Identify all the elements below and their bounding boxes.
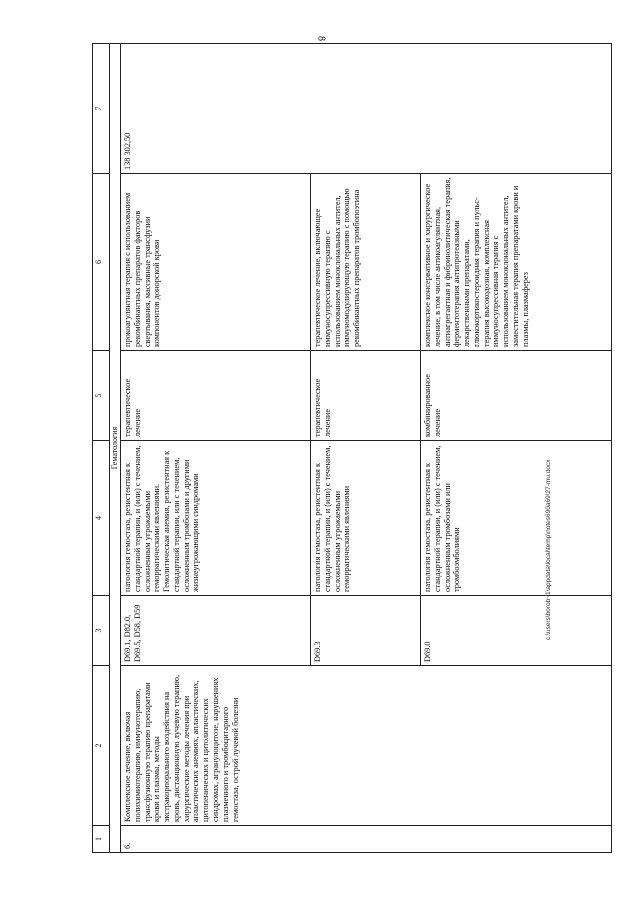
col-num-5: 5 <box>93 351 110 441</box>
col-num-2: 2 <box>93 666 110 826</box>
page-number: 8 <box>315 36 327 41</box>
codes-cell: D69.3 <box>311 596 421 666</box>
section-row <box>110 44 121 853</box>
col-num-6: 6 <box>93 174 110 351</box>
patient-model-cell: патология гемостаза, резистентная к стандартной терапии, и (или) с течением, осложненным угрожаемыми геморрагическими явлениями. Гемолитическая анемия, резистентная к стандартной терапии, или с течением, осложненным тромбозами и другими жизнеугрожающими синдромами <box>121 441 311 596</box>
method-group: Комплексное лечение, включая полихимиотерапию, иммунотерапию, трансфузионную терапию препаратами крови и плазмы, методы экстракорпорального воздействия на кровь, дистанционную лучевую терапию, хирургические методы лечения при апластических анемиях, апластических, цитопенических и цитолитических синдромах, агранулоцитозе, нарушениях плазменного и тромбоцитарного гемостаза, острой лучевой болезни <box>121 666 612 826</box>
patient-model-cell: патология гемостаза, резистентная к стандартной терапии, и (или) с течением, осложненным угрожаемыми геморрагическими явлениями <box>311 441 421 596</box>
codes-cell: D69.1, D82.0, D69.5, D58, D59 <box>121 596 311 666</box>
col-num-4: 4 <box>93 441 110 596</box>
treatment-type-cell: терапевтическое лечение <box>311 351 421 441</box>
price-cell: 138 302,50 <box>121 44 612 174</box>
treatment-method-cell: прокоагулянтная терапия с использованием рекомбинантных препаратов факторов свертывания, массивные трансфузии компонентов донорской крови <box>121 174 311 351</box>
treatment-type-cell: терапевтическое лечение <box>121 351 311 441</box>
treatment-type-cell: комбинированное лечение <box>421 351 612 441</box>
col-num-1: 1 <box>93 826 110 853</box>
patient-model-cell: патология гемостаза, резистентная к стандартной терапии, и (или) с течением, осложненным тромбозами или тромбоэмболиями <box>421 441 612 596</box>
codes-cell: D69.0 <box>421 596 612 666</box>
treatment-method-cell: терапевтическое лечение, включающее иммуносупрессивную терапию с использованием моноклональных антител, иммуномодулирующую терапию с помощью рекомбинантных препаратов тромбопоэтина <box>311 174 421 351</box>
table-row <box>121 44 311 853</box>
column-number-row <box>93 44 110 853</box>
col-num-7: 7 <box>93 44 110 174</box>
row-number: 6. <box>121 826 612 853</box>
footer-file-path: c:\users\borob~1\appdata\local\temp\notes690a69\27-mu.docx <box>545 459 552 640</box>
medical-care-table <box>92 43 612 853</box>
treatment-method-cell: комплексное консервативное и хирургическое лечение, в том числе антикоагулянтная, антиагрегантная и фибринолитическая терапия, ферментотерапия антипротеазными лекарственными препаратами, глюкокортикостероидная терапия и пульс-терапия высокодозная, комплексная иммуносупрессивная терапия с использованием моноклональных антител, заместительная терапия препаратами крови и плазмы, плазмаферез <box>421 174 612 351</box>
col-num-3: 3 <box>93 596 110 666</box>
section-title: Гематология <box>110 44 121 853</box>
rotated-table-wrapper <box>92 44 612 853</box>
